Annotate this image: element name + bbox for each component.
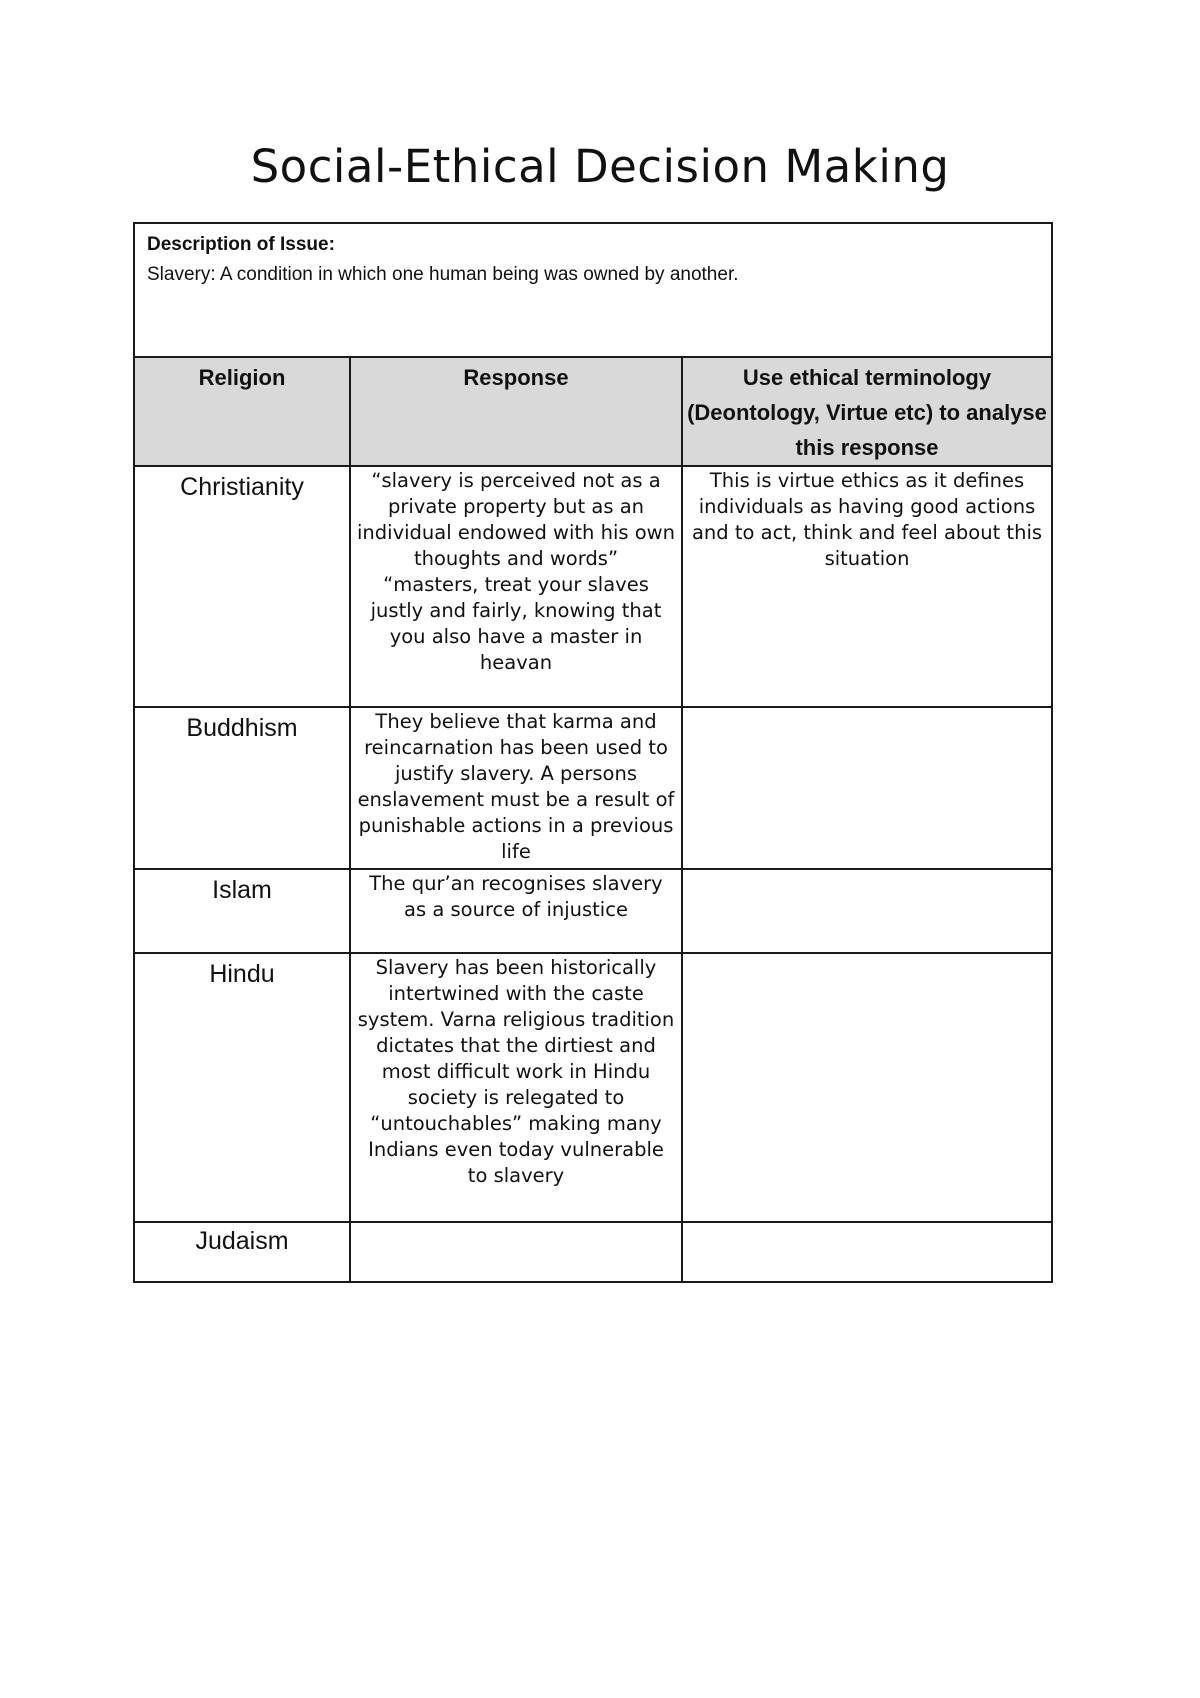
header-response: Response — [350, 357, 682, 466]
analysis-cell — [682, 1222, 1052, 1282]
response-cell: “slavery is perceived not as a private property but as an individual endowed with his own thoughts and words” “masters, treat your slaves justly and fairly, knowing that you also have a master in heavan — [350, 466, 682, 707]
analysis-cell — [682, 869, 1052, 953]
page-title: Social-Ethical Decision Making — [250, 140, 950, 193]
table-row — [134, 953, 1052, 1222]
response-cell: They believe that karma and reincarnation has been used to justify slavery. A persons enslavement must be a result of punishable actions in a previous life — [350, 707, 682, 869]
analysis-cell: This is virtue ethics as it defines individuals as having good actions and to act, think and feel about this situation — [682, 466, 1052, 707]
issue-text: Slavery: A condition in which one human being was owned by another. — [147, 264, 739, 285]
header-row — [134, 357, 1052, 466]
response-cell: The qur’an recognises slavery as a source of injustice — [350, 869, 682, 953]
table-row — [134, 707, 1052, 869]
analysis-cell — [682, 707, 1052, 869]
issue-description-cell — [134, 223, 1052, 357]
religion-cell: Christianity — [134, 466, 350, 707]
religion-cell: Islam — [134, 869, 350, 953]
religion-cell: Judaism — [134, 1222, 350, 1282]
table-row — [134, 1222, 1052, 1282]
response-cell — [350, 1222, 682, 1282]
table-row — [134, 466, 1052, 707]
response-cell: Slavery has been historically intertwined with the caste system. Varna religious tradition dictates that the dirtiest and most difficult work in Hindu society is relegated to “untouchables” making many Indians even today vulnerable to slavery — [350, 953, 682, 1222]
analysis-cell — [682, 953, 1052, 1222]
issue-label: Description of Issue: — [147, 234, 335, 255]
decision-table — [133, 222, 1053, 1283]
issue-row — [134, 223, 1052, 357]
religion-cell: Hindu — [134, 953, 350, 1222]
table-row — [134, 869, 1052, 953]
header-religion: Religion — [134, 357, 350, 466]
header-analysis: Use ethical terminology (Deontology, Virtue etc) to analyse this response — [682, 357, 1052, 466]
religion-cell: Buddhism — [134, 707, 350, 869]
